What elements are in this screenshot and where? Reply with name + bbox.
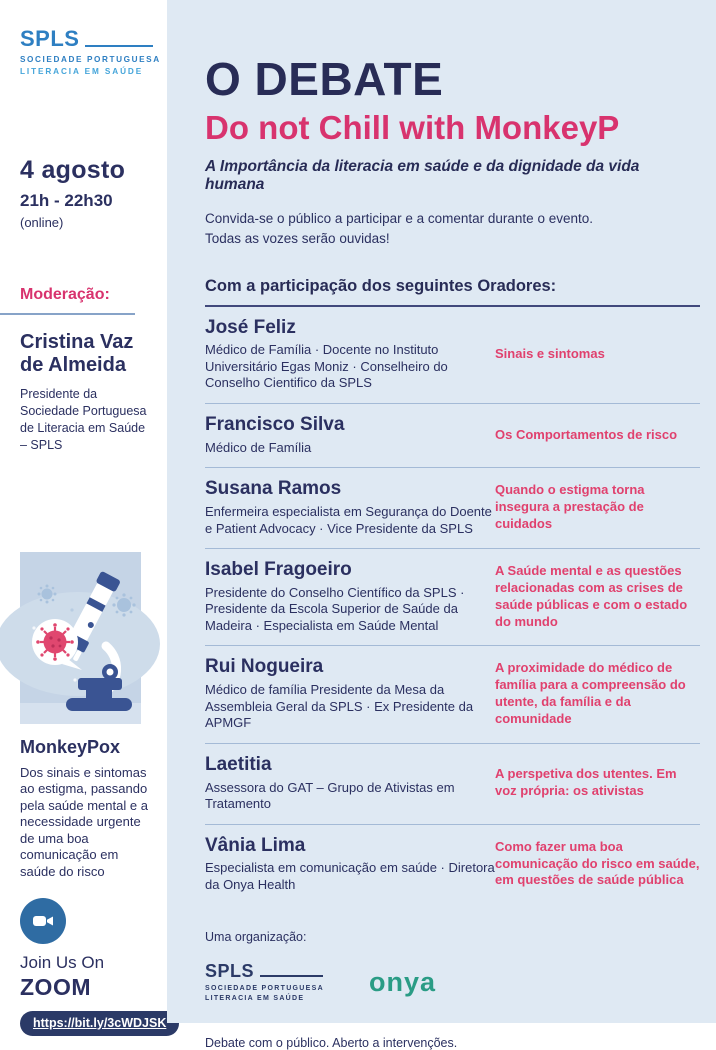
speaker-row [205,744,700,825]
footer [205,930,700,1050]
spls-logo-rule [85,45,153,47]
event-subtitle: Do not Chill with MonkeyP [205,109,620,146]
speakers-heading: Com a participação dos seguintes Oradores: [205,277,700,307]
onya-logo: onya [369,966,437,997]
zoom-section [20,898,167,1036]
event-tagline: A Importância da literacia em saúde e da dignidade da vida humana [205,158,640,193]
speaker-info [205,414,495,456]
invite-line-1: Convida-se o público a participar e a comentar durante o evento. [205,211,593,226]
moderation-rule [0,313,135,315]
speaker-topic: A Saúde mental e as questões relacionadas com as crises de saúde públicas e com o estado do mundo [495,562,688,629]
speaker-name: Isabel Fragoeiro [205,559,352,581]
speaker-bio: Presidente do Conselho Científico da SPLS · Presidente da Escola Superior de Saúde da Madeira · Especialista em Saúde Mental [205,584,465,633]
spls-footer-logo-line2: LITERACIA EM SAÚDE [205,995,305,1003]
speaker-name: Francisco Silva [205,413,345,435]
speaker-bio: Especialista em comunicação em saúde · Diretora da Onya Health [205,860,495,892]
event-time: 21h - 22h30 [20,191,113,210]
speaker-bio: Enfermeira especialista em Segurança do Doente e Patient Advocacy · Vice Presidente da SPLS [205,504,492,536]
speaker-topic: A perspetiva dos utentes. Em voz própria: os ativistas [495,766,677,799]
zoom-video-icon [20,898,66,944]
speaker-name: Laetitia [205,753,272,775]
event-mode: (online) [20,215,64,230]
microscope-illustration [20,552,141,724]
speaker-topic: Como fazer uma boa comunicação do risco em saúde, em questões de saúde pública [495,838,700,888]
join-us-on-label: Join Us On [20,953,105,972]
speaker-topic: Os Comportamentos de risco [495,426,678,442]
topic-title: MonkeyPox [20,736,121,757]
speaker-bio: Médico de família Presidente da Mesa da Assembleia Geral da SPLS · Ex Presidente da APMGF [205,682,474,731]
moderation-heading: Moderação: [20,286,110,303]
speaker-row [205,404,700,468]
speaker-row [205,307,700,404]
spls-logo-acronym: SPLS [20,26,80,51]
microscope-virus-icon [20,552,141,724]
speaker-row [205,646,700,743]
invite-line-2: Todas as vozes serão ouvidas! [205,231,390,247]
speaker-info [205,656,495,731]
moderator-name: Cristina Vaz de Almeida [20,331,134,376]
topic-description: Dos sinais e sintomas ao estigma, passando pela saúde mental e a necessidade urgente de uma boa comunicação em saúde do risco [20,764,148,879]
moderator-role: Presidente da Sociedade Portuguesa de Literacia em Saúde – SPLS [20,387,147,452]
organization-logos [205,962,700,1002]
spls-footer-logo-acronym: SPLS [205,961,255,982]
speaker-bio: Médico de Família · Docente no Instituto Universitário Egas Moniz · Conselheiro do Conselho Cientifico da SPLS [205,342,448,391]
spls-footer-logo-row [205,962,323,980]
speaker-info [205,754,495,813]
spls-logo-line2: LITERACIA EM SAÚDE [20,67,144,76]
speaker-info [205,317,495,392]
speaker-row [205,549,700,646]
speaker-row [205,825,700,905]
closing-text: Debate com o público. Aberto a intervenções. [205,1036,458,1050]
speaker-name: Vânia Lima [205,834,306,856]
speaker-topic: Sinais e sintomas [495,345,605,361]
speaker-info [205,835,495,894]
event-date: 4 agosto [20,156,126,184]
zoom-label: ZOOM [20,974,91,1000]
invite-text [205,209,700,250]
zoom-link-button[interactable]: https://bit.ly/3cWDJSK [20,1011,179,1036]
spls-logo-row [20,28,153,50]
sidebar [0,0,167,1030]
speaker-bio: Médico de Família [205,439,312,455]
speaker-name: Rui Nogueira [205,656,324,678]
spls-footer-logo-rule [260,975,323,977]
spls-logo [20,26,161,76]
speaker-topic: A proximidade do médico de família para a compreensão do utente, da família e da comunidade [495,660,686,726]
speaker-row [205,468,700,549]
spls-footer-logo-line1: SOCIEDADE PORTUGUESA [205,985,324,993]
topic-section [20,737,148,881]
moderation-section [20,286,153,454]
speaker-name: José Feliz [205,316,296,338]
spls-footer-logo [205,962,323,1002]
speaker-bio: Assessora do GAT – Grupo de Ativistas em Tratamento [205,779,455,812]
main-content [167,0,716,1050]
speaker-info [205,559,495,634]
event-title: O DEBATE [205,53,444,105]
speaker-info [205,478,495,537]
spls-logo-line1: SOCIEDADE PORTUGUESA [20,55,161,64]
speaker-name: Susana Ramos [205,478,342,500]
organization-label: Uma organização: [205,930,307,945]
speaker-topic: Quando o estigma torna insegura a prestação de cuidados [495,482,645,532]
event-datetime [20,156,153,230]
speakers-list [205,307,700,905]
